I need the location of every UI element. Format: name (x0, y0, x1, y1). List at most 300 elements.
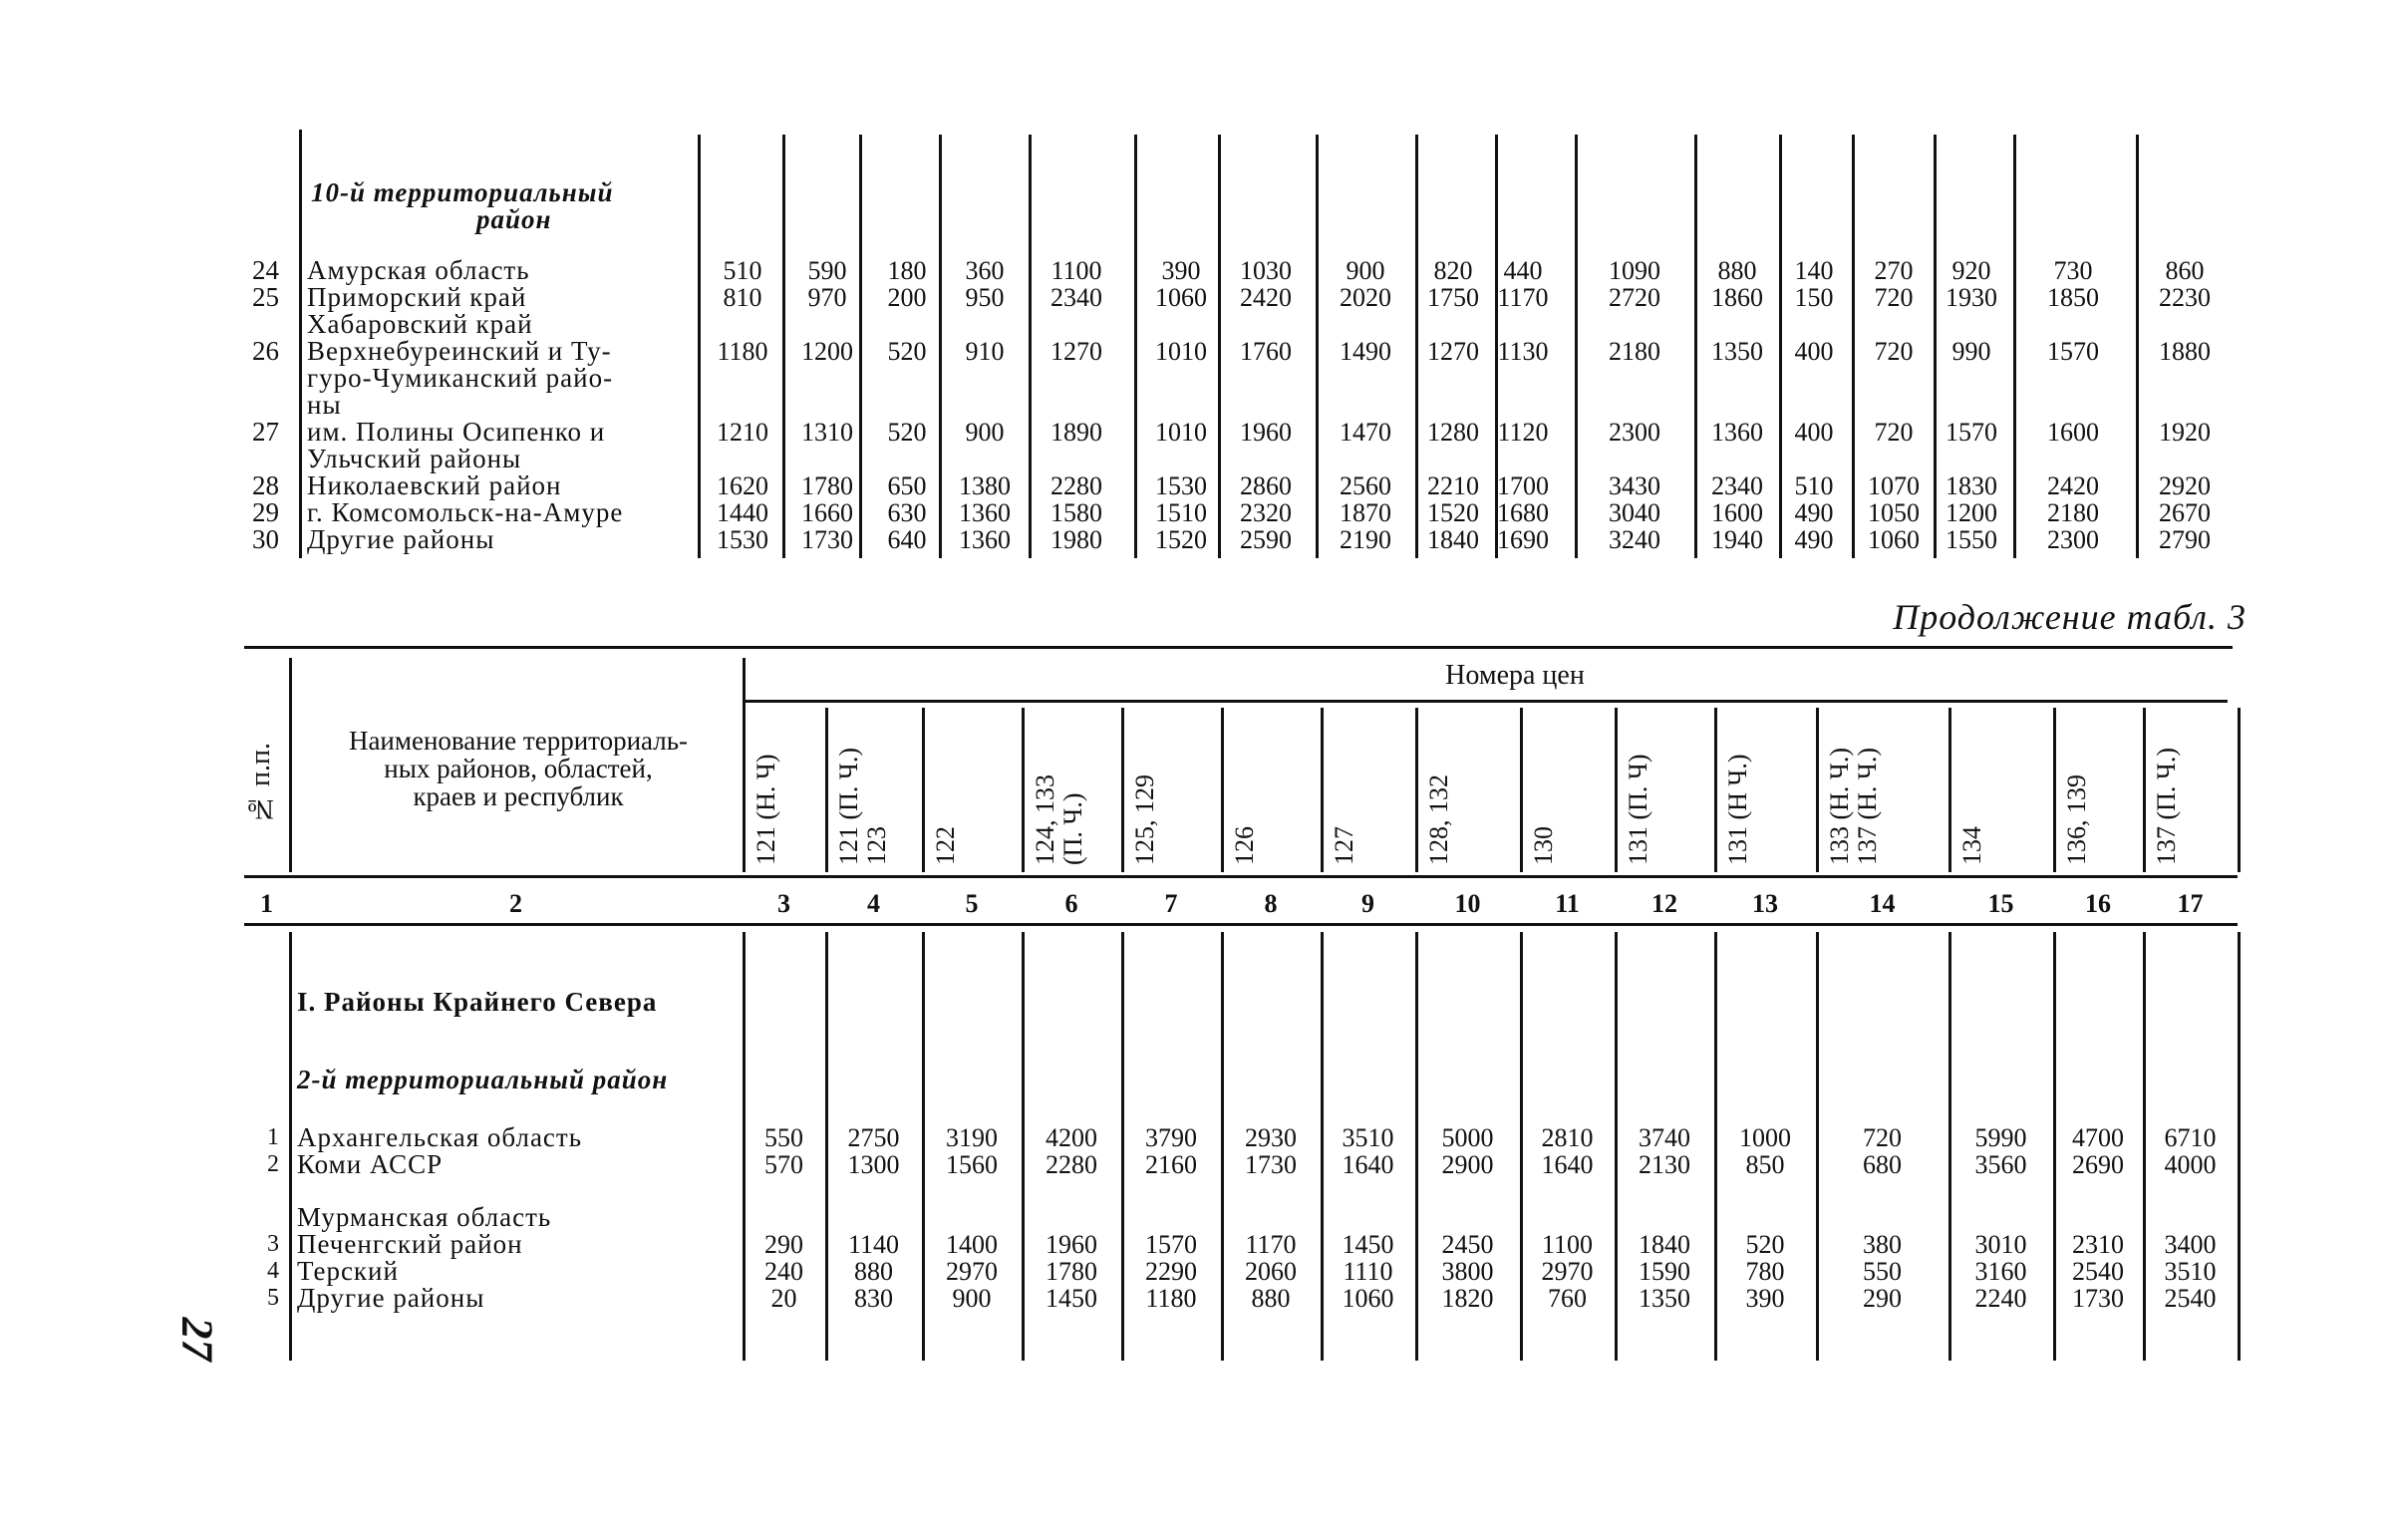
table-cell: 3430 (1609, 471, 1660, 500)
table-cell: 1600 (2047, 418, 2099, 447)
table-cell: 860 (2165, 256, 2205, 285)
table-cell: 1640 (1342, 1150, 1394, 1179)
table-cell: 1550 (1946, 525, 1997, 554)
column-divider (825, 708, 828, 872)
table-cell: 1060 (1155, 283, 1207, 312)
table-cell: 1440 (717, 498, 768, 527)
table-cell: 2180 (1609, 337, 1660, 366)
table-cell: 1860 (1711, 283, 1763, 312)
table-cell: 1880 (2159, 337, 2211, 366)
column-number: 8 (1264, 889, 1278, 918)
table-cell: 1690 (1497, 525, 1549, 554)
column-divider (2238, 932, 2241, 1361)
column-divider (1575, 135, 1578, 558)
table-cell: 1270 (1427, 337, 1479, 366)
column-divider (2143, 708, 2146, 872)
table-cell: 680 (1863, 1150, 1902, 1179)
table-cell: 3010 (1974, 1230, 2027, 1259)
table-cell: 900 (952, 1284, 992, 1313)
table-cell: 1350 (1711, 337, 1763, 366)
column-header-price: 128, 132 (1424, 774, 1453, 865)
table-cell: 1750 (1427, 283, 1479, 312)
table-cell: 1730 (1245, 1150, 1297, 1179)
table-cell: 2790 (2159, 525, 2211, 554)
table-cell: 1730 (2072, 1284, 2124, 1313)
table-cell: 150 (1794, 283, 1834, 312)
column-number: 14 (1869, 889, 1896, 918)
column-divider (1816, 708, 1819, 872)
column-divider (1022, 708, 1025, 872)
table-cell: 1170 (1245, 1230, 1297, 1259)
table-cell: 2590 (1240, 525, 1292, 554)
table-cell: 1470 (1340, 418, 1391, 447)
table-cell: 1380 (959, 471, 1011, 500)
table-cell: 2920 (2159, 471, 2211, 500)
column-number: 6 (1064, 889, 1078, 918)
table-cell: 640 (887, 525, 927, 554)
table-cell: 1920 (2159, 418, 2211, 447)
table-cell: 290 (764, 1230, 803, 1259)
table-cell: 1350 (1639, 1284, 1690, 1313)
table-cell: 990 (1951, 337, 1991, 366)
row-number: 4 (267, 1258, 279, 1284)
column-divider (2136, 135, 2139, 558)
table-cell: 1870 (1340, 498, 1391, 527)
header-group-title: Номера цен (1445, 660, 1585, 691)
table-cell: 4200 (1046, 1123, 1097, 1152)
column-header-price: 127 (1330, 826, 1358, 865)
row-number: 30 (252, 524, 279, 554)
row-name: Архангельская область (297, 1122, 583, 1152)
table-cell: 1450 (1342, 1230, 1394, 1259)
table-cell: 6710 (2164, 1123, 2217, 1152)
table-cell: 2230 (2159, 283, 2211, 312)
table-cell: 2240 (1974, 1284, 2027, 1313)
table-caption: Продолжение табл. 3 (1893, 597, 2246, 637)
row-number: 3 (267, 1231, 279, 1257)
table-cell: 820 (1433, 256, 1473, 285)
table-cell: 900 (965, 418, 1005, 447)
table-cell: 2900 (1441, 1150, 1494, 1179)
table-cell: 1060 (1868, 525, 1920, 554)
row-name: ны (307, 390, 342, 420)
table-cell: 1730 (801, 525, 853, 554)
table-cell: 1600 (1711, 498, 1763, 527)
table-cell: 880 (1251, 1284, 1291, 1313)
column-header-price: 125, 129 (1130, 774, 1159, 865)
table-cell: 1180 (1145, 1284, 1197, 1313)
table-cell: 1660 (801, 498, 853, 527)
column-divider (289, 932, 292, 1361)
table-cell: 1120 (1497, 418, 1549, 447)
column-header-price: 137 (П. Ч.) (2152, 748, 2181, 865)
table-cell: 3560 (1974, 1150, 2027, 1179)
column-divider (1714, 708, 1717, 872)
column-number: 3 (777, 889, 790, 918)
table-cell: 1490 (1340, 337, 1391, 366)
table-cell: 1010 (1155, 337, 1207, 366)
table-cell: 1830 (1946, 471, 1997, 500)
table-cell: 570 (764, 1150, 803, 1179)
table-cell: 240 (764, 1257, 803, 1286)
table-cell: 1070 (1868, 471, 1920, 500)
table-cell: 2970 (1541, 1257, 1594, 1286)
table-cell: 880 (854, 1257, 893, 1286)
table-cell: 2670 (2159, 498, 2211, 527)
row-number: 27 (252, 417, 279, 447)
table-cell: 1700 (1497, 471, 1549, 500)
table-cell: 2750 (847, 1123, 900, 1152)
table-cell: 140 (1794, 256, 1834, 285)
table-cell: 1530 (717, 525, 768, 554)
table-cell: 850 (1745, 1150, 1785, 1179)
table-cell: 1090 (1609, 256, 1660, 285)
column-divider (1615, 708, 1618, 872)
table-cell: 2690 (2072, 1150, 2124, 1179)
table-cell: 1140 (847, 1230, 900, 1259)
table-cell: 1530 (1155, 471, 1207, 500)
table-cell: 2860 (1240, 471, 1292, 500)
column-divider (1615, 932, 1618, 1361)
column-divider (1816, 932, 1819, 1361)
table-cell: 720 (1863, 1123, 1902, 1152)
table-cell: 3740 (1639, 1123, 1690, 1152)
table-cell: 200 (887, 283, 927, 312)
table-cell: 2300 (1609, 418, 1660, 447)
column-divider (922, 932, 925, 1361)
table-cell: 2930 (1245, 1123, 1297, 1152)
table-cell: 1110 (1343, 1257, 1393, 1286)
table-cell: 550 (764, 1123, 803, 1152)
row-name: Другие районы (297, 1283, 485, 1313)
table-cell: 360 (965, 256, 1005, 285)
table-cell: 5990 (1974, 1123, 2027, 1152)
column-number: 2 (509, 889, 522, 918)
colnum-bottom-rule (244, 923, 2238, 926)
table-cell: 3040 (1609, 498, 1660, 527)
table-cell: 2300 (2047, 525, 2099, 554)
row-name: г. Комсомольск-на-Амуре (307, 497, 624, 527)
table-cell: 1360 (959, 525, 1011, 554)
section-title: I. Районы Крайнего Севера (297, 987, 658, 1017)
column-divider (1022, 932, 1025, 1361)
column-divider (922, 708, 925, 872)
table-cell: 910 (965, 337, 1005, 366)
section-title: 10-й территориальный (311, 177, 614, 207)
row-name: Печенгский район (297, 1229, 523, 1259)
table-cell: 2560 (1340, 471, 1391, 500)
row-name: Верхнебуреинский и Ту- (307, 336, 612, 366)
row-name: Ульчский районы (307, 444, 522, 473)
column-divider (1121, 708, 1124, 872)
column-divider (1221, 932, 1224, 1361)
table-cell: 1850 (2047, 283, 2099, 312)
column-divider (1714, 932, 1717, 1361)
page-number: 27 (172, 1317, 222, 1362)
table-cell: 2310 (2072, 1230, 2124, 1259)
table-cell: 880 (1717, 256, 1757, 285)
table-cell: 3800 (1441, 1257, 1494, 1286)
column-divider (2053, 708, 2056, 872)
column-header-price: 131 (Н Ч.) (1723, 754, 1752, 865)
row-number: 5 (267, 1285, 279, 1311)
table-cell: 1450 (1046, 1284, 1097, 1313)
row-name: Приморский край (307, 282, 527, 312)
column-divider (1121, 932, 1124, 1361)
column-divider (1520, 708, 1523, 872)
table-cell: 1510 (1155, 498, 1207, 527)
table-cell: 1360 (1711, 418, 1763, 447)
table-cell: 520 (1745, 1230, 1785, 1259)
column-divider (1321, 708, 1324, 872)
column-header-price: 131 (П. Ч) (1624, 754, 1652, 865)
table-cell: 1050 (1868, 498, 1920, 527)
row-name: Коми АССР (297, 1149, 444, 1179)
table-cell: 2540 (2164, 1284, 2217, 1313)
table-cell: 1400 (946, 1230, 998, 1259)
table-cell: 1960 (1240, 418, 1292, 447)
table-cell: 2340 (1050, 283, 1102, 312)
table-cell: 3240 (1609, 525, 1660, 554)
row-name: Терский (297, 1256, 399, 1286)
column-divider (1415, 932, 1418, 1361)
column-divider (1948, 932, 1951, 1361)
table-cell: 400 (1794, 418, 1834, 447)
table-cell: 520 (887, 418, 927, 447)
row-number: 2 (267, 1151, 279, 1177)
table-cell: 4000 (2164, 1150, 2217, 1179)
table-cell: 2810 (1541, 1123, 1594, 1152)
table-cell: 390 (1745, 1284, 1785, 1313)
table-cell: 760 (1548, 1284, 1587, 1313)
table-top-rule (244, 646, 2233, 649)
table-cell: 2280 (1046, 1150, 1097, 1179)
column-number: 9 (1361, 889, 1374, 918)
row-number: 24 (252, 255, 279, 285)
table-cell: 2420 (1240, 283, 1292, 312)
table-cell: 1360 (959, 498, 1011, 527)
column-number: 16 (2085, 889, 2111, 918)
column-divider (1221, 708, 1224, 872)
table-cell: 20 (770, 1284, 797, 1313)
table-cell: 1010 (1155, 418, 1207, 447)
table-cell: 780 (1745, 1257, 1785, 1286)
table-cell: 650 (887, 471, 927, 500)
table-cell: 1840 (1639, 1230, 1690, 1259)
table-cell: 1620 (717, 471, 768, 500)
table-cell: 1640 (1541, 1150, 1594, 1179)
column-header-price: 134 (1957, 826, 1986, 865)
table-cell: 830 (854, 1284, 893, 1313)
column-header-price: 124, 133 (П. Ч.) (1031, 774, 1087, 865)
table-cell: 3510 (2164, 1257, 2217, 1286)
column-number: 4 (867, 889, 880, 918)
table-cell: 2060 (1245, 1257, 1297, 1286)
column-header-name: ных районов, областей, (384, 754, 653, 783)
table-cell: 4700 (2072, 1123, 2124, 1152)
header-bottom-rule (244, 875, 2238, 878)
column-header-price: 122 (931, 826, 960, 865)
table-cell: 1890 (1050, 418, 1102, 447)
table-cell: 1270 (1050, 337, 1102, 366)
table-cell: 1570 (2047, 337, 2099, 366)
column-header-price: 136, 139 (2062, 774, 2091, 865)
column-number: 5 (965, 889, 979, 918)
table-cell: 390 (1161, 256, 1201, 285)
column-divider (299, 130, 302, 558)
row-name: им. Полины Осипенко и (307, 417, 606, 447)
table-cell: 720 (1874, 283, 1914, 312)
table-cell: 400 (1794, 337, 1834, 366)
table-cell: 180 (887, 256, 927, 285)
table-cell: 1780 (801, 471, 853, 500)
column-number: 15 (1987, 889, 2014, 918)
table-cell: 1300 (847, 1150, 900, 1179)
table-cell: 1200 (801, 337, 853, 366)
row-name: Николаевский район (307, 470, 562, 500)
column-header-price: 133 (Н. Ч.) 137 (Н. Ч.) (1825, 748, 1882, 865)
table-cell: 1030 (1240, 256, 1292, 285)
column-divider (1948, 708, 1951, 872)
column-number: 12 (1651, 889, 1677, 918)
table-cell: 270 (1874, 256, 1914, 285)
table-cell: 1980 (1050, 525, 1102, 554)
table-cell: 1580 (1050, 498, 1102, 527)
table-cell: 2190 (1340, 525, 1391, 554)
table-cell: 1820 (1441, 1284, 1494, 1313)
table-cell: 720 (1874, 337, 1914, 366)
table-cell: 3510 (1342, 1123, 1394, 1152)
row-number: 25 (252, 282, 279, 312)
column-number: 7 (1164, 889, 1178, 918)
table-cell: 1680 (1497, 498, 1549, 527)
table-cell: 1840 (1427, 525, 1479, 554)
table-cell: 3790 (1145, 1123, 1197, 1152)
column-header-price: 121 (Н. Ч) (751, 754, 780, 865)
table-cell: 520 (887, 337, 927, 366)
table-cell: 1520 (1427, 498, 1479, 527)
table-cell: 3400 (2164, 1230, 2217, 1259)
table-cell: 1170 (1497, 283, 1549, 312)
table-cell: 550 (1863, 1257, 1902, 1286)
section-title: район (476, 204, 552, 234)
group-title: Мурманская область (297, 1202, 552, 1232)
column-divider (2238, 708, 2241, 872)
table-cell: 2290 (1145, 1257, 1197, 1286)
table-cell: 1280 (1427, 418, 1479, 447)
column-number: 13 (1752, 889, 1778, 918)
table-cell: 3190 (946, 1123, 998, 1152)
table-cell: 490 (1794, 525, 1834, 554)
table-cell: 1940 (1711, 525, 1763, 554)
table-cell: 1180 (717, 337, 768, 366)
table-cell: 2020 (1340, 283, 1391, 312)
table-cell: 1130 (1497, 337, 1549, 366)
subsection-title: 2-й территориальный район (297, 1065, 669, 1094)
table-cell: 2450 (1441, 1230, 1494, 1259)
column-divider (289, 658, 292, 872)
table-cell: 1570 (1145, 1230, 1197, 1259)
column-divider (1316, 135, 1319, 558)
table-cell: 5000 (1441, 1123, 1494, 1152)
row-name: Амурская область (307, 255, 530, 285)
column-header-price: 121 (П. Ч.) 123 (834, 748, 891, 865)
row-number: 29 (252, 497, 279, 527)
table-cell: 1100 (1050, 256, 1102, 285)
table-cell: 510 (723, 256, 762, 285)
table-cell: 1960 (1046, 1230, 1097, 1259)
table-cell: 950 (965, 283, 1005, 312)
column-number: 10 (1454, 889, 1481, 918)
table-cell: 1560 (946, 1150, 998, 1179)
table-cell: 490 (1794, 498, 1834, 527)
table-cell: 2280 (1050, 471, 1102, 500)
table-cell: 720 (1874, 418, 1914, 447)
table-cell: 900 (1346, 256, 1385, 285)
row-name: гуро-Чумиканский райо- (307, 363, 614, 393)
table-cell: 3160 (1974, 1257, 2027, 1286)
column-number: 11 (1555, 889, 1580, 918)
table-cell: 2210 (1427, 471, 1479, 500)
table-cell: 2320 (1240, 498, 1292, 527)
column-header-price: 126 (1230, 826, 1259, 865)
row-name: Хабаровский край (307, 309, 533, 339)
table-cell: 1780 (1046, 1257, 1097, 1286)
column-header-number: № п.п. (245, 743, 276, 824)
table-cell: 1760 (1240, 337, 1292, 366)
table-cell: 630 (887, 498, 927, 527)
row-number: 1 (267, 1124, 279, 1150)
table-cell: 1000 (1739, 1123, 1791, 1152)
table-cell: 1200 (1946, 498, 1997, 527)
table-cell: 2160 (1145, 1150, 1197, 1179)
table-cell: 1590 (1639, 1257, 1690, 1286)
row-name: Другие районы (307, 524, 495, 554)
table-cell: 380 (1863, 1230, 1902, 1259)
header-group-rule (743, 700, 2228, 703)
row-number: 28 (252, 470, 279, 500)
row-number: 26 (252, 336, 279, 366)
table-cell: 1570 (1946, 418, 1997, 447)
table-cell: 2970 (946, 1257, 998, 1286)
column-header-name: Наименование территориаль- (348, 726, 689, 756)
table-cell: 510 (1794, 471, 1834, 500)
table-cell: 1100 (1541, 1230, 1594, 1259)
table-cell: 810 (723, 283, 762, 312)
table-cell: 2420 (2047, 471, 2099, 500)
table-cell: 2540 (2072, 1257, 2124, 1286)
table-cell: 1930 (1946, 283, 1997, 312)
table-cell: 2180 (2047, 498, 2099, 527)
table-cell: 1060 (1342, 1284, 1394, 1313)
table-cell: 2130 (1639, 1150, 1690, 1179)
table-cell: 290 (1863, 1284, 1902, 1313)
table-cell: 590 (807, 256, 847, 285)
table-cell: 2340 (1711, 471, 1763, 500)
table-cell: 1520 (1155, 525, 1207, 554)
column-number: 1 (260, 889, 273, 918)
column-header-name: краев и республик (413, 781, 624, 811)
table-cell: 1210 (717, 418, 768, 447)
column-divider (1415, 708, 1418, 872)
table-cell: 2720 (1609, 283, 1660, 312)
table-cell: 920 (1951, 256, 1991, 285)
column-divider (743, 658, 746, 872)
column-header-price: 130 (1529, 826, 1558, 865)
table-cell: 440 (1503, 256, 1543, 285)
table-cell: 730 (2053, 256, 2093, 285)
table-cell: 970 (807, 283, 847, 312)
